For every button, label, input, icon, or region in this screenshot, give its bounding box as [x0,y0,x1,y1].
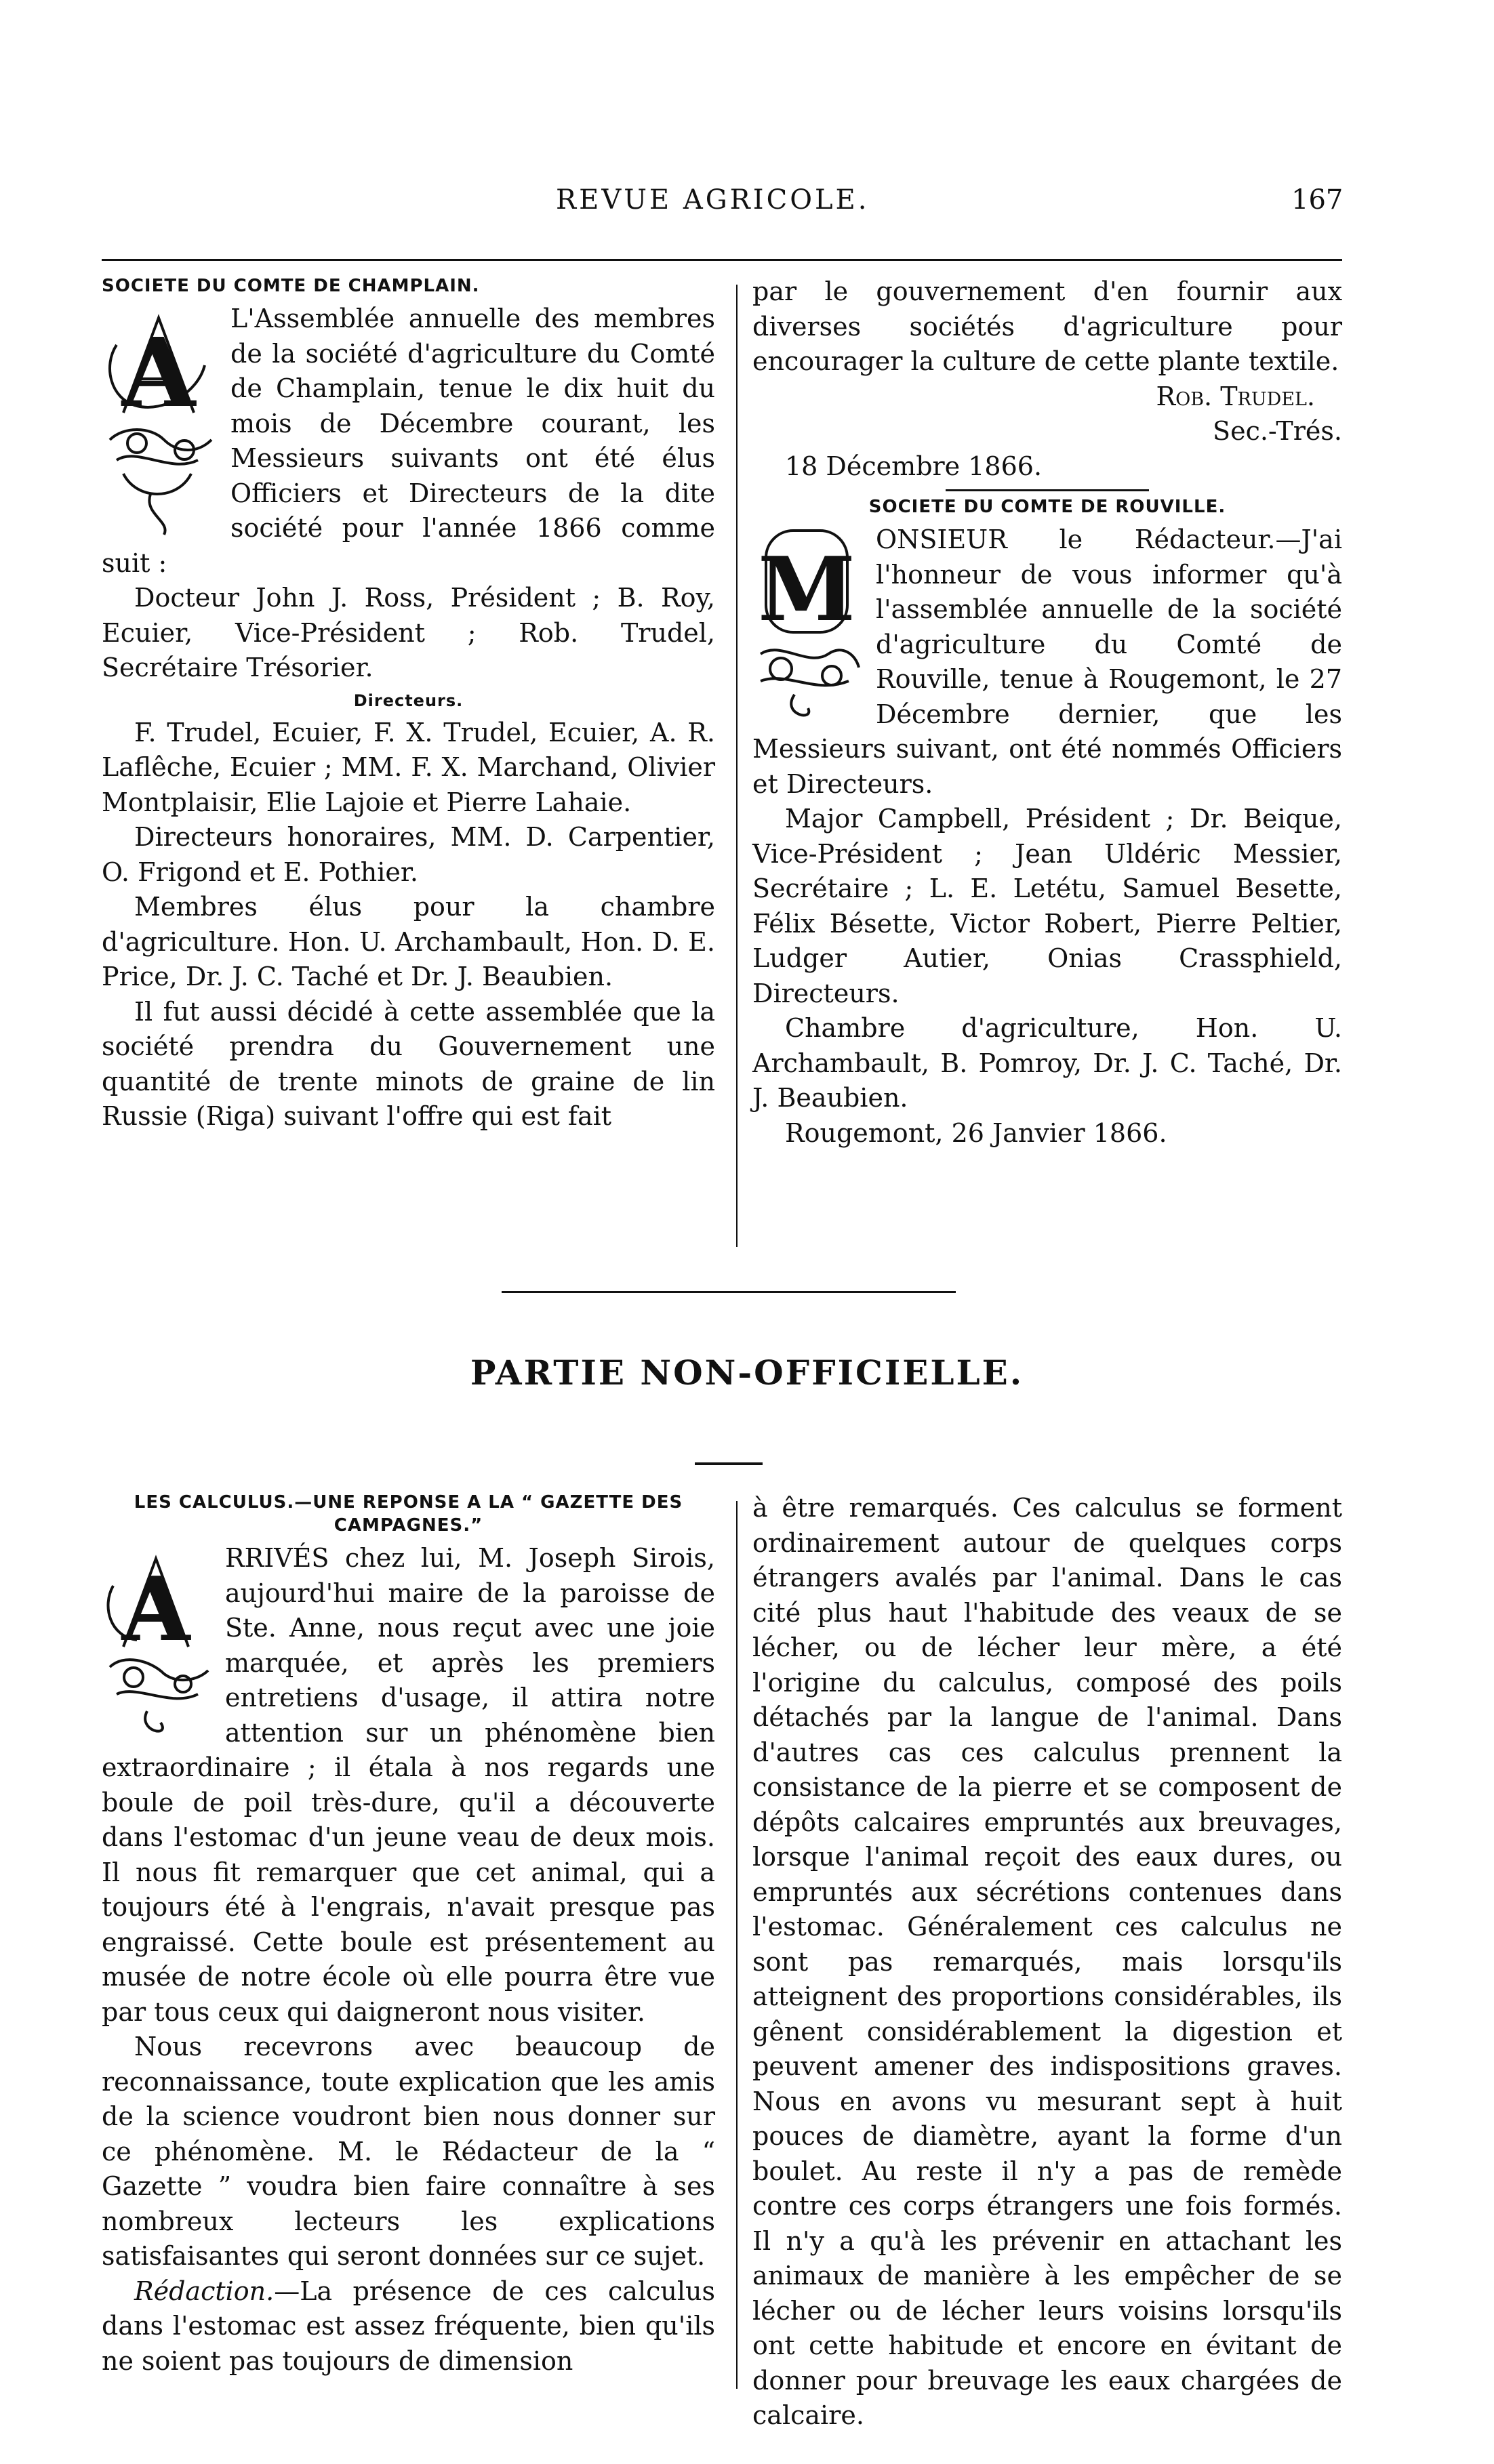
column-divider-bottom [736,1501,738,2389]
rouville-top-rule [946,489,1149,491]
champlain-directors: F. Trudel, Ecuier, F. X. Trudel, Ecuier, A. R. Laflêche, Ecuier ; MM. F. X. Marchand, Olivier Montplaisir, Elie Lajoie et Pierre Lahaie. [102,717,715,817]
calculus-p3 [102,2274,715,2379]
dropcap-m-ornament [747,525,866,726]
redaction-label: Rédaction. [134,2276,275,2306]
column-calculus-left [102,1491,715,2379]
dropcap-a2-icon [96,1544,216,1747]
champlain-decision-b: par le gouvernement d'en fournir aux diverses sociétés d'agriculture pour encourager la culture de cette plante textile. [752,276,1342,376]
column-right-top [752,274,1342,1151]
champlain-chamber: Membres élus pour la chambre d'agriculture. Hon. U. Archambault, Hon. D. E. Price, Dr. J. C. Taché et Dr. J. Beaubien. [102,892,715,991]
calculus-p2: Nous recevrons avec beaucoup de reconnaissance, toute explication que les amis de la science voudront bien nous donner sur ce phénomène. M. le Rédacteur de la “ Gazette ” voudra bien faire connaître à ses nombreux lecteurs les explications satisfaisantes qui seront données sur ce sujet. [102,2032,715,2271]
dropcap-a2-ornament [96,1544,216,1747]
champlain-intro: L'Assemblée annuelle des membres de la société d'agriculture du Comté de Champlain, tenue le dix huit du mois de Décembre courant, les Messieurs suivants ont été élus Officiers et Directeurs de la dite société pour l'année 1866 comme suit : [102,304,715,578]
champlain-decision-a: Il fut aussi décidé à cette assemblée que la société prendra du Gouvernement une quantité de trente minots de graine de lin Russie (Riga) suivant l'offre qui est fait [102,996,715,1131]
dropcap-m-icon [747,525,866,726]
running-title: REVUE AGRICOLE. [556,184,870,215]
dropcap-a-letter: A [121,318,196,429]
champlain-honorary: Directeurs honoraires, MM. D. Carpentier, O. Frigond et E. Pothier. [102,822,715,887]
rouville-date: Rougemont, 26 Janvier 1866. [785,1117,1167,1148]
champlain-signature-title: Sec.-Trés. [1213,416,1342,446]
calculus-p1: RRIVÉS chez lui, M. Joseph Sirois, aujourd'hui maire de la paroisse de Ste. Anne, nous reçut avec une joie marquée, et après les premiers entretiens d'usage, il attira notre attention sur un phénomène bien extraordinaire ; il étala à nos regards une boule de poil très-dure, qu'il a découverte dans l'estomac d'un jeune veau de deux mois. Il nous fit remarquer que cet animal, qui a toujours été à l'engrais, n'avait presque pas engraissé. Cette boule est présentement au musée de notre école où elle pourra être vue par tous ceux qui daigneront nous visiter. [102,1543,715,2027]
column-champlain [102,274,715,1134]
section-rule [502,1291,956,1293]
champlain-officers: Docteur John J. Ross, Président ; B. Roy, Ecuier, Vice-Président ; Rob. Trudel, Secrétaire Trésorier. [102,583,715,682]
rouville-chamber: Chambre d'agriculture, Hon. U. Archambault, B. Pomroy, Dr. J. C. Taché, Dr. J. Beaubien. [752,1013,1342,1113]
calculus-heading: LES CALCULUS.—UNE REPONSE A LA “ GAZETTE DES CAMPAGNES.” [134,1492,683,1536]
header-rule [102,259,1342,261]
rouville-heading: SOCIETE DU COMTE DE ROUVILLE. [868,497,1226,517]
dropcap-a2-letter: A [121,1557,190,1661]
rouville-officers: Major Campbell, Président ; Dr. Beique, Vice-Président ; Jean Uldéric Messier, Secrétaire ; L. E. Letétu, Samuel Besette, Félix Bésette, Victor Robert, Pierre Peltier, Ludger Autier, Onias Crassphield, Directeurs. [752,804,1342,1008]
champlain-date: 18 Décembre 1866. [785,451,1043,481]
calculus-p3-a: —La présence de ces calculus dans l'estomac est assez fréquente, bien qu'ils ne soient pas toujours de dimension [102,2276,715,2376]
champlain-signature-name: Rob. Trudel. [1156,381,1315,411]
dropcap-a-icon [96,304,221,546]
page-number: 167 [1291,184,1344,215]
champlain-signature [752,379,1342,415]
calculus-p3-b: à être remarqués. Ces calculus se forment ordinairement autour de quelques corps étrangers avalés par l'animal. Dans le cas cité plus haut l'habitude des veaux de se lécher, ou de lécher leur mère, a été l'origine du calculus, composé des poils détachés par la langue de l'animal. Dans d'autres cas ces calculus prennent la consistance de la pierre et se composent de dépôts calcaires empruntés aux breuvages, lorsque l'animal reçoit des eaux dures, ou empruntés aux sécrétions contenues dans l'estomac. Généralement ces calculus ne sont pas remarqués, mais lorsqu'ils atteignent des proportions considérables, ils gênent considérablement la digestion et peuvent amener des indispositions graves. Nous en avons vu mesurant sept à huit pouces de diamètre, ayant la forme d'un boulet. Au reste il n'y a pas de remède contre ces corps étrangers une fois formés. Il n'y a qu'à les prévenir en attachant les animaux de manière à les empêcher de se lécher ou de lécher leurs voisins lorsqu'ils ont cette habitude et encore en évitant de donner pour breuvage les eaux chargées de calcaire. [752,1493,1342,2430]
dropcap-m-letter: M [758,537,855,641]
title-short-rule [695,1462,763,1465]
column-calculus-right [752,1491,1342,2434]
champlain-heading: SOCIETE DU COMTE DE CHAMPLAIN. [102,276,480,296]
rouville-intro: ONSIEUR le Rédacteur.—J'ai l'honneur de vous informer qu'à l'assemblée annuelle de la société d'agriculture du Comté de Rouville, tenue à Rougemont, le 27 Décembre dernier, que les Messieurs suivant, ont été nommés Officiers et Directeurs. [752,525,1342,799]
partie-title: PARTIE NON-OFFICIELLE. [470,1353,1024,1393]
champlain-directors-label: Directeurs. [353,691,464,710]
dropcap-a-ornament [96,304,221,546]
column-divider-top [736,285,738,1247]
